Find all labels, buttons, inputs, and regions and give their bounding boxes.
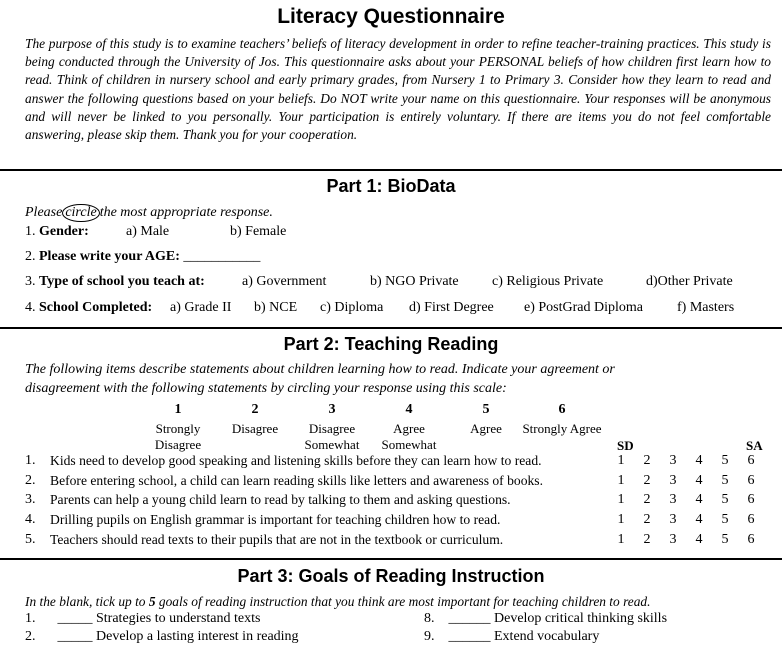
goal-item: 9. ______ Extend vocabulary <box>424 629 600 644</box>
divider <box>0 327 782 329</box>
response-option[interactable]: 4 <box>695 512 703 527</box>
scale-label: Agree <box>470 421 502 436</box>
scale-label: Disagree Somewhat <box>304 421 360 452</box>
response-option[interactable]: 1 <box>617 532 625 547</box>
statement-text: Kids need to develop good speaking and listening skills before they can learn how to read. <box>50 453 542 468</box>
response-option[interactable]: 6 <box>747 532 755 547</box>
q4-school-completed: 4. School Completed: <box>25 300 153 315</box>
divider <box>0 558 782 560</box>
response-option[interactable]: 4 <box>695 532 703 547</box>
scale-number: 2 <box>251 402 259 417</box>
q4-option-masters[interactable]: f) Masters <box>677 300 735 315</box>
statement-number: 3. <box>25 492 36 507</box>
response-option[interactable]: 2 <box>643 453 651 468</box>
q4-option-postgrad-diploma[interactable]: e) PostGrad Diploma <box>524 300 643 315</box>
part3-heading: Part 3: Goals of Reading Instruction <box>237 566 545 586</box>
q2-age: 2. Please write your AGE: ___________ <box>25 249 261 264</box>
response-option[interactable]: 4 <box>695 492 703 507</box>
response-option[interactable]: 2 <box>643 512 651 527</box>
q3-option-other-private[interactable]: d)Other Private <box>646 274 733 289</box>
intro-paragraph: The purpose of this study is to examine teachers’ beliefs of literacy development in order to refine teacher-training practices. This study is being conducted through the University of Jos. This questionnaire asks about your PERSONAL beliefs of how children first learn how to read. Think of children in nursery school and early primary grades, from Nursery 1 to Primary 3. Consider how they learn to read and answer the following questions based on your beliefs. Do NOT write your name on this questionnaire. Your responses will be anonymous and will never be linked to you personally. Your participation is entirely voluntary. If there are items you do not feel comfortable answering, please skip them. Thank you for your cooperation. <box>25 36 771 143</box>
response-option[interactable]: 1 <box>617 512 625 527</box>
part1-instruction: Please circle the most appropriate response. <box>25 205 273 220</box>
statement-text: Parents can help a young child learn to read by talking to them and asking questions. <box>50 492 511 507</box>
statement-number: 2. <box>25 473 36 488</box>
response-option[interactable]: 6 <box>747 473 755 488</box>
response-option[interactable]: 2 <box>643 492 651 507</box>
response-option[interactable]: 5 <box>721 532 729 547</box>
divider <box>0 169 782 171</box>
scale-number: 5 <box>482 402 490 417</box>
statement-text: Before entering school, a child can learn reading skills like letters and awareness of books. <box>50 473 543 488</box>
q3-school-type: 3. Type of school you teach at: <box>25 274 205 289</box>
age-blank[interactable]: ___________ <box>183 249 261 264</box>
statement-number: 4. <box>25 512 36 527</box>
q3-option-government[interactable]: a) Government <box>242 274 327 289</box>
q4-option-nce[interactable]: b) NCE <box>254 300 298 315</box>
goal-item: 2. _____ Develop a lasting interest in reading <box>25 629 299 644</box>
response-option[interactable]: 3 <box>669 473 677 488</box>
scale-number: 6 <box>558 402 566 417</box>
sd-label: SD <box>617 438 634 453</box>
goal-blank[interactable]: ______ <box>448 611 491 626</box>
q1-gender: 1. Gender: <box>25 224 89 239</box>
scale-number: 3 <box>328 402 336 417</box>
goal-blank[interactable]: _____ <box>57 611 93 626</box>
response-option[interactable]: 3 <box>669 453 677 468</box>
goal-item: 1. _____ Strategies to understand texts <box>25 611 261 626</box>
statement-number: 5. <box>25 532 36 547</box>
response-option[interactable]: 3 <box>669 532 677 547</box>
part2-instruction-line2: disagreement with the following statements by circling your response using this scale: <box>25 381 507 396</box>
scale-number: 1 <box>174 402 182 417</box>
q4-option-grade-ii[interactable]: a) Grade II <box>170 300 232 315</box>
response-option[interactable]: 6 <box>747 453 755 468</box>
response-option[interactable]: 3 <box>669 512 677 527</box>
statement-text: Drilling pupils on English grammar is important for teaching children how to read. <box>50 512 501 527</box>
part2-instruction-line1: The following items describe statements about children learning how to read. Indicate your agreement or <box>25 362 615 377</box>
response-option[interactable]: 1 <box>617 473 625 488</box>
response-option[interactable]: 3 <box>669 492 677 507</box>
statement-text: Teachers should read texts to their pupils that are not in the textbook or curriculum. <box>50 532 504 547</box>
response-option[interactable]: 5 <box>721 512 729 527</box>
response-option[interactable]: 5 <box>721 473 729 488</box>
response-option[interactable]: 5 <box>721 453 729 468</box>
circle-word: circle <box>62 204 99 222</box>
goal-blank[interactable]: ______ <box>448 629 491 644</box>
response-option[interactable]: 4 <box>695 473 703 488</box>
page-title: Literacy Questionnaire <box>277 5 505 28</box>
response-option[interactable]: 2 <box>643 473 651 488</box>
scale-label: Agree Somewhat <box>381 421 437 452</box>
statement-number: 1. <box>25 453 36 468</box>
goal-blank[interactable]: _____ <box>57 629 93 644</box>
part2-heading: Part 2: Teaching Reading <box>283 334 499 354</box>
scale-label: Strongly Disagree <box>154 421 202 452</box>
response-option[interactable]: 1 <box>617 492 625 507</box>
response-option[interactable]: 1 <box>617 453 625 468</box>
sa-label: SA <box>746 438 763 453</box>
goal-item: 8. ______ Develop critical thinking skills <box>424 611 668 626</box>
q4-option-first-degree[interactable]: d) First Degree <box>409 300 494 315</box>
scale-number: 4 <box>405 402 413 417</box>
response-option[interactable]: 4 <box>695 453 703 468</box>
response-option[interactable]: 5 <box>721 492 729 507</box>
scale-label: Disagree <box>231 421 279 436</box>
scale-label: Strongly Agree <box>522 421 602 436</box>
part3-instruction: In the blank, tick up to 5 goals of reading instruction that you think are most important for teaching children to read. <box>25 594 651 609</box>
response-option[interactable]: 2 <box>643 532 651 547</box>
q3-option-religious-private[interactable]: c) Religious Private <box>492 274 604 289</box>
q1-option-female[interactable]: b) Female <box>230 224 287 239</box>
response-option[interactable]: 6 <box>747 492 755 507</box>
q4-option-diploma[interactable]: c) Diploma <box>320 300 384 315</box>
q3-option-ngo-private[interactable]: b) NGO Private <box>370 274 459 289</box>
response-option[interactable]: 6 <box>747 512 755 527</box>
q1-option-male[interactable]: a) Male <box>126 224 170 239</box>
part1-heading: Part 1: BioData <box>326 176 456 196</box>
